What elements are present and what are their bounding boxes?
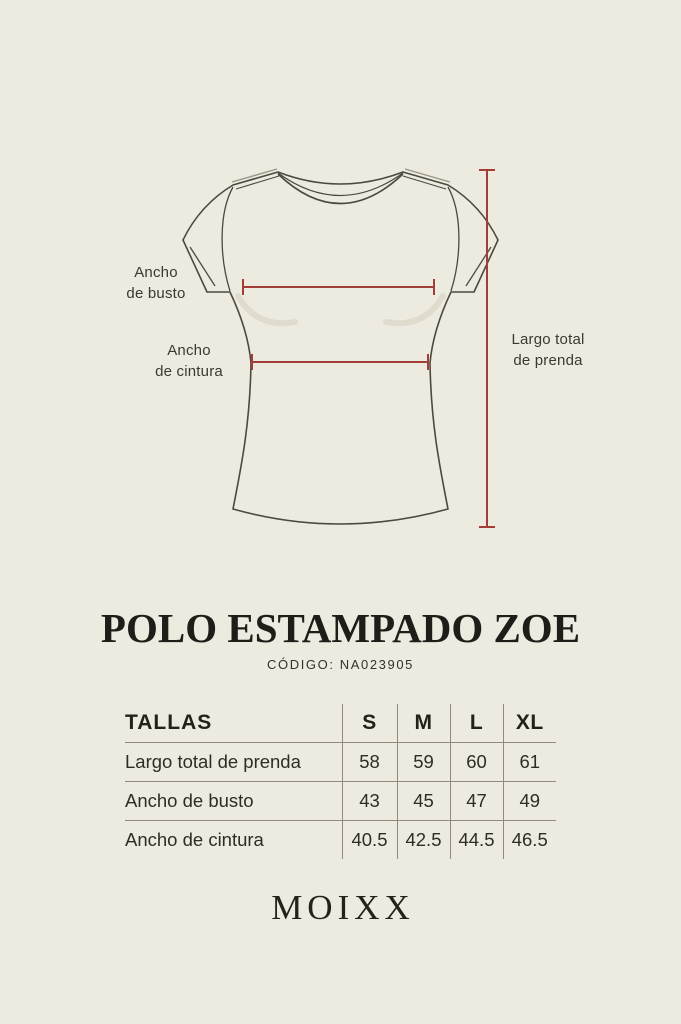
- table-cell: 44.5: [450, 821, 503, 860]
- table-cell: 47: [450, 782, 503, 821]
- product-title: POLO ESTAMPADO ZOE: [100, 605, 581, 651]
- table-cell: 59: [397, 743, 450, 782]
- table-cell: 43: [342, 782, 397, 821]
- size-table: [125, 704, 556, 859]
- armhole-seam-left: [222, 187, 233, 291]
- waist-width-label-line1: Ancho: [167, 342, 211, 359]
- brand-logo: MOIXX: [271, 888, 415, 927]
- bust-shading-right: [386, 296, 443, 323]
- table-cell: 45: [397, 782, 450, 821]
- waist-width-label: [129, 340, 249, 382]
- size-header-l: L: [450, 704, 503, 743]
- size-table-header-row: [125, 704, 556, 743]
- bust-width-label: [96, 262, 216, 304]
- row-label: Ancho de cintura: [125, 829, 264, 850]
- table-cell: 61: [503, 743, 556, 782]
- size-header-s: S: [342, 704, 397, 743]
- shoulder-seam-left-outer: [232, 169, 277, 182]
- product-code: CÓDIGO: NA023905: [267, 657, 414, 672]
- table-cell: 60: [450, 743, 503, 782]
- armhole-seam-right: [448, 187, 459, 291]
- size-table-title: TALLAS: [125, 704, 342, 743]
- table-row-bust: [125, 782, 556, 821]
- table-cell: 49: [503, 782, 556, 821]
- bust-shading-left: [238, 296, 295, 323]
- row-label: Largo total de prenda: [125, 743, 342, 782]
- shoulder-seam-right-outer: [405, 169, 450, 182]
- table-cell: 58: [342, 743, 397, 782]
- total-length-label-line2: de prenda: [513, 352, 583, 369]
- bust-width-label-line2: de busto: [126, 285, 186, 302]
- table-cell: 46.5: [503, 821, 556, 860]
- table-row-length: [125, 743, 556, 782]
- size-header-m: M: [397, 704, 450, 743]
- measurement-lines: [243, 170, 495, 527]
- waist-width-label-line2: de cintura: [155, 363, 223, 380]
- size-header-xl: XL: [503, 704, 556, 743]
- bust-width-label-line1: Ancho: [134, 264, 178, 281]
- size-table-container: [125, 704, 556, 859]
- total-length-label-line1: Largo total: [511, 331, 585, 348]
- row-label: Ancho de busto: [125, 782, 342, 821]
- table-cell: 42.5: [397, 821, 450, 860]
- table-row-waist: [125, 821, 556, 860]
- table-cell: 40.5: [342, 821, 397, 860]
- total-length-label: [488, 329, 608, 371]
